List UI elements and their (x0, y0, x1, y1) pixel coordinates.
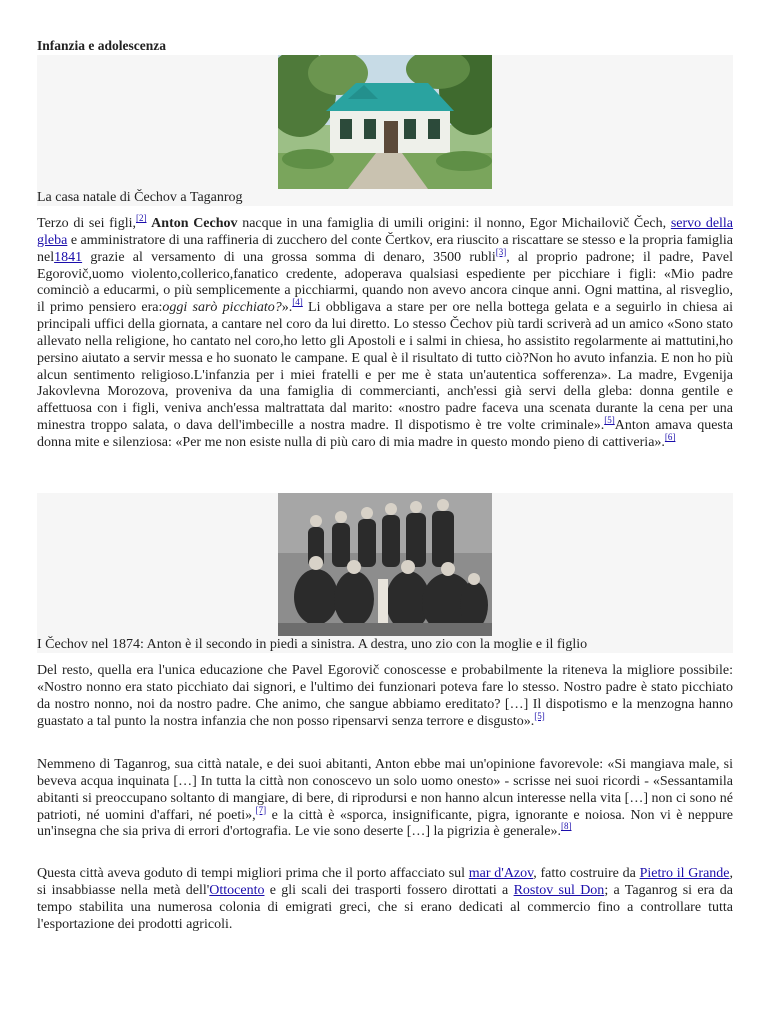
paragraph-text: e amministratore di una raffineria di zucchero del conte Čertkov, era riuscito a riscattare se stesso e la propria famiglia nel (37, 232, 733, 265)
paragraph-text: grazie al versamento di una grossa somma di denaro, 3500 rubli (82, 249, 496, 265)
paragraph-text: , fatto costruire da (533, 866, 640, 881)
paragraph-text: e la città è «sporca, insignificante, pigra, ignorante e noiosa. Non vi è neppure un'insegna che sia priva di errori d'ortografia. Le vie sono deserte […] la pigrizia è generale». (37, 807, 733, 840)
paragraph (37, 866, 733, 933)
family-photo[interactable] (278, 493, 492, 636)
paragraph (37, 663, 733, 730)
figure-family-photo (37, 493, 733, 653)
paragraph-text: , al proprio padrone; il padre, Pavel Egorovič,uomo violento,collerico,fanatico credente, adoperava qualsiasi espediente per picchiare i figli: «Mio padre cominciò a educarmi, o più semplicemente a picchiarmi, quando non avevo ancora cinque anni. Ogni mattina, al risveglio, il primo pensiero era: (37, 249, 733, 316)
citation (256, 805, 267, 815)
inline-link[interactable]: mar d'Azov (468, 866, 534, 881)
citation-link[interactable]: [7] (255, 804, 267, 815)
paragraph-text: e gli scali dei trasporti fossero dirottati a (264, 882, 514, 898)
paragraph-text: Terzo di sei figli, (37, 216, 136, 231)
citation-link[interactable]: [4] (292, 297, 303, 308)
citation-link[interactable]: [5] (604, 415, 615, 426)
citation (665, 432, 676, 442)
citation (604, 415, 615, 425)
citation (496, 247, 507, 257)
italic-quote: oggi sarò picchiato? (162, 300, 282, 316)
inline-link[interactable]: servo della gleba (37, 216, 734, 248)
paragraph (37, 757, 733, 841)
inline-link[interactable]: Rostov sul Don (513, 882, 605, 898)
citation (292, 297, 303, 307)
paragraph-text: ; a Taganrog si era da tempo stabilita una numerosa colonia di emigrati greci, che si erano dedicati al commercio fino a controllare tutta l'esportazione dei prodotti agricoli. (37, 882, 733, 932)
paragraph-text: Questa città aveva goduto di tempi migliori prima che il porto affacciato sul (37, 866, 469, 881)
figure-caption: La casa natale di Čechov a Taganrog (37, 190, 243, 205)
paragraph-text: Del resto, quella era l'unica educazione che Pavel Egorovič conoscesse e probabilmente la riteneva la migliore possibile: «Nostro nonno era stato picchiato dai signori, e l'ultimo dei funzionari poteva fare lo stesso. Nostro padre è stato picchiato da nostro nonno, noi da nostro padre. Che animo, che sangue abbiamo ereditato? […] Il dispotismo e la menzogna hanno guastato a tal punto la nostra infanzia che non posso ripensarvi senza terrore e disgusto». (37, 663, 733, 729)
birth-house-photo[interactable] (278, 55, 492, 189)
citation-link[interactable]: [5] (534, 710, 545, 721)
paragraph (37, 213, 734, 452)
inline-link[interactable]: 1841 (54, 249, 83, 265)
paragraph-text: nacque in una famiglia di umili origini: il nonno, Egor Michailovič Čech, (237, 216, 671, 231)
paragraph-text: Nemmeno di Taganrog, sua città natale, e dei suoi abitanti, Anton ebbe mai un'opinione favorevole: «Si mangiava male, si beveva acqua inquinata […] In tutta la città non conoscevo un solo uomo onesto» - scrisse nei suoi ricordi - «Sessantamila abitanti si preoccupano soltanto di mangiare, di bere, di riprodursi e non hanno alcun interesse nella vita […] non ci sono né patrioti, né uomini d'affari, né poeti», (37, 757, 733, 823)
paragraph-text: Li obbligava a stare per ore nella bottega gelata e a seguirlo in chiesa ai principali uffici della giornata, a cantare nel coro da lui diretto. Lo stesso Čechov più tardi scriverà ad un amico «Sono stato allevato nella religione, ho cantato nel coro,ho letto gli Apostoli e i salmi in chiesa, ho assistito regolarmente ai mattutini,ho persino aiutato a servir messa e ho suonato le campane. E qual è il risultato di tutto ciò?Non ho avuto infanzia. E non ho più alcun sentimento religioso.L'infanzia per i miei fratelli e per me è stata un'autentica sofferenza». La madre, Evgenija Jakovlevna Morozova, proveniva da una famiglia di commercianti, anch'essi già servi della gleba: donna gentile e affettuosa con i figli, veniva anch'essa maltrattata dal marito: «nostro padre faceva una scenata durante la cena per una minestra troppo salata, o dava dell'imbecille a nostra madre. Il dispotismo è tre volte criminale». (37, 300, 733, 434)
section-heading: Infanzia e adolescenza (37, 38, 166, 53)
citation-link[interactable]: [2] (135, 213, 147, 223)
citation (136, 213, 147, 223)
citation (561, 821, 572, 831)
figure-birth-house (37, 55, 733, 206)
bold-name: Anton Cechov (151, 216, 238, 231)
paragraph-text: , si insabbiasse nella metà dell' (37, 866, 733, 898)
figure-caption: I Čechov nel 1874: Anton è il secondo in piedi a sinistra. A destra, uno zio con la moglie e il figlio (37, 637, 588, 652)
inline-link[interactable]: Pietro il Grande (639, 866, 730, 881)
citation-link[interactable]: [6] (664, 431, 676, 442)
citation-link[interactable]: [8] (561, 821, 572, 832)
citation (534, 711, 545, 721)
inline-link[interactable]: Ottocento (209, 882, 265, 898)
paragraph-text: Anton amava questa donna mite e silenziosa: «Per me non esiste nulla di più caro di mia madre in questo mondo pieno di cattiveria». (37, 418, 733, 450)
paragraph-text: ». (281, 300, 293, 316)
citation-link[interactable]: [3] (495, 246, 507, 257)
